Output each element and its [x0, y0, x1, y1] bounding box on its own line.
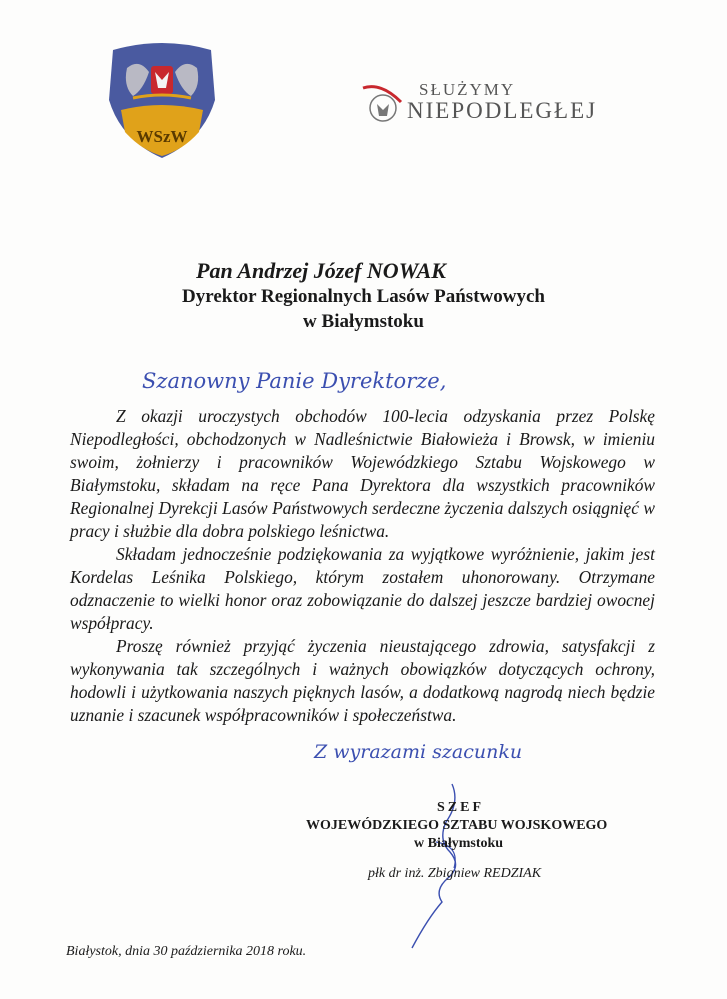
signature-role: SZEF — [437, 800, 485, 815]
addressee-title: Dyrektor Regionalnych Lasów Państwowych — [182, 286, 545, 307]
wszw-emblem — [103, 40, 221, 160]
closing-text: Z wyrazami szacunku — [314, 741, 523, 763]
signature-rank-name: płk dr inż. Zbigniew REDZIAK — [368, 866, 542, 881]
salutation-text: Szanowny Panie Dyrektorze, — [142, 369, 447, 393]
paragraph-3: Proszę również przyjąć życzenia nieustającego zdrowia, satysfakcji z wykonywania tak szczególnych i ważnych obowiązków dotyczących ochrony, hodowli i użytkowania naszych pięknych lasów, a dodatkową nagrodą niech będzie uznanie i szacunek współpracowników i społeczeństwa. — [70, 636, 655, 725]
logo-line-1: SŁUŻYMY — [419, 80, 516, 99]
addressee-name: Pan Andrzej Józef NOWAK — [196, 258, 446, 283]
signature-institution: WOJEWÓDZKIEGO SZTABU WOJSKOWEGO — [306, 818, 608, 833]
sluzymy-niepodleglej-logo — [357, 70, 657, 130]
addressee-city: w Białymstoku — [303, 311, 424, 332]
signature-city: w Białymstoku — [414, 836, 504, 851]
paragraph-1: Z okazji uroczystych obchodów 100-lecia odzyskania przez Polskę Niepodległości, obchodzonych w Nadleśnictwie Białowieża i Browsk, w imieniu swoim, żołnierzy i pracowników Wojewódzkiego Sztabu Wojskowego w Białymstoku, składam na ręce Pana Dyrektora dla wszystkich pracowników Regionalnej Dyrekcji Lasów Państwowych serdeczne życzenia dalszych osiągnięć w pracy i służbie dla dobra polskiego leśnictwa. — [70, 406, 655, 541]
handwritten-closing — [308, 728, 598, 778]
handwritten-salutation — [140, 360, 470, 400]
place-and-date: Białystok, dnia 30 października 2018 roku. — [66, 944, 307, 959]
badge-text: WSzW — [136, 127, 188, 146]
paragraph-2: Składam jednocześnie podziękowania za wyjątkowe wyróżnienie, jakim jest Kordelas Leśnika Polskiego, którym zostałem uhonorowany. Otrzymane odznaczenie to wielki honor oraz zobowiązanie do dalszej jeszcze bardziej owocnej współpracy. — [70, 544, 655, 633]
logo-line-2: NIEPODLEGŁEJ — [407, 98, 598, 123]
letter-body — [70, 405, 655, 727]
eagle-emblem-icon — [361, 84, 405, 124]
